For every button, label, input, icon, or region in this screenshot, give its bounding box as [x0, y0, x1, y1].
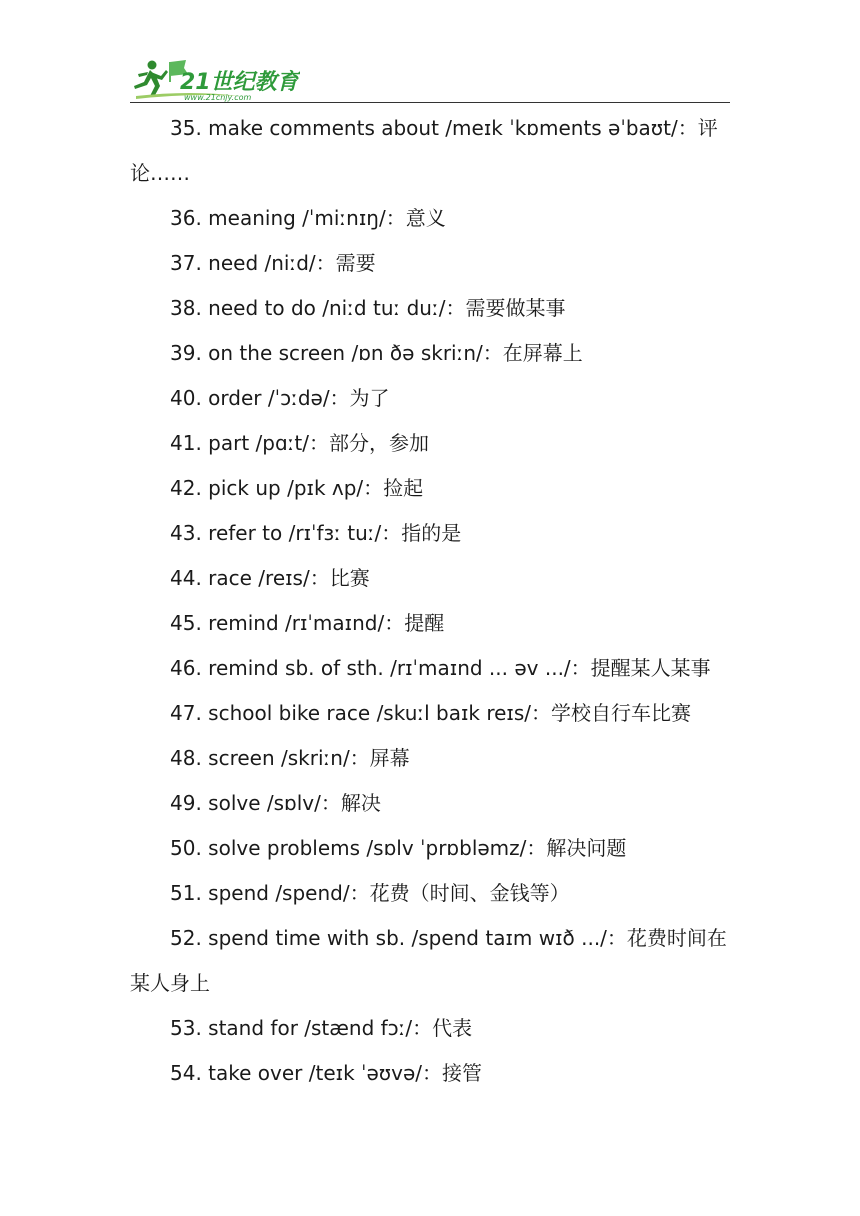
list-item: 51. spend /spend/：花费（时间、金钱等） [170, 881, 570, 905]
list-item: 47. school bike race /skuːl baɪk reɪs/：学校自行车比赛 [170, 701, 692, 725]
page-header [130, 56, 730, 104]
list-item: 41. part /pɑːt/：部分，参加 [170, 431, 429, 455]
list-item: 46. remind sb. of sth. /rɪˈmaɪnd ... əv .../：提醒某人某事 [170, 656, 711, 680]
list-item: 44. race /reɪs/：比赛 [170, 566, 370, 590]
logo-text: 21世纪教育 [180, 70, 299, 95]
list-item: 54. take over /teɪk ˈəʊvə/：接管 [170, 1061, 483, 1085]
list-item: 35. make comments about /meɪk ˈkɒments əˈbaʊt/：评论…… [130, 116, 718, 185]
list-item: 38. need to do /niːd tuː duː/：需要做某事 [170, 296, 566, 320]
list-item: 39. on the screen /ɒn ðə skriːn/：在屏幕上 [170, 341, 583, 365]
logo-url: www.21cnjy.com [184, 93, 252, 102]
list-item: 52. spend time with sb. /spend taɪm wɪð .../：花费时间在某人身上 [130, 926, 727, 995]
list-item: 37. need /niːd/：需要 [170, 251, 376, 275]
vocabulary-list [130, 106, 734, 1096]
list-item: 53. stand for /stænd fɔː/：代表 [170, 1016, 473, 1040]
list-item: 43. refer to /rɪˈfɜː tuː/：指的是 [170, 521, 462, 545]
list-item: 40. order /ˈɔːdə/：为了 [170, 386, 390, 410]
runner-icon [134, 61, 168, 98]
list-item: 42. pick up /pɪk ʌp/：捡起 [170, 476, 424, 500]
header-rule [130, 102, 730, 103]
list-item: 45. remind /rɪˈmaɪnd/：提醒 [170, 611, 445, 635]
list-item: 48. screen /skriːn/：屏幕 [170, 746, 410, 770]
logo [130, 56, 300, 102]
list-item: 36. meaning /ˈmiːnɪŋ/：意义 [170, 206, 446, 230]
list-item: 49. solve /sɒlv/：解决 [170, 791, 381, 815]
list-item: 50. solve problems /sɒlv ˈprɒbləmz/：解决问题 [170, 836, 627, 860]
